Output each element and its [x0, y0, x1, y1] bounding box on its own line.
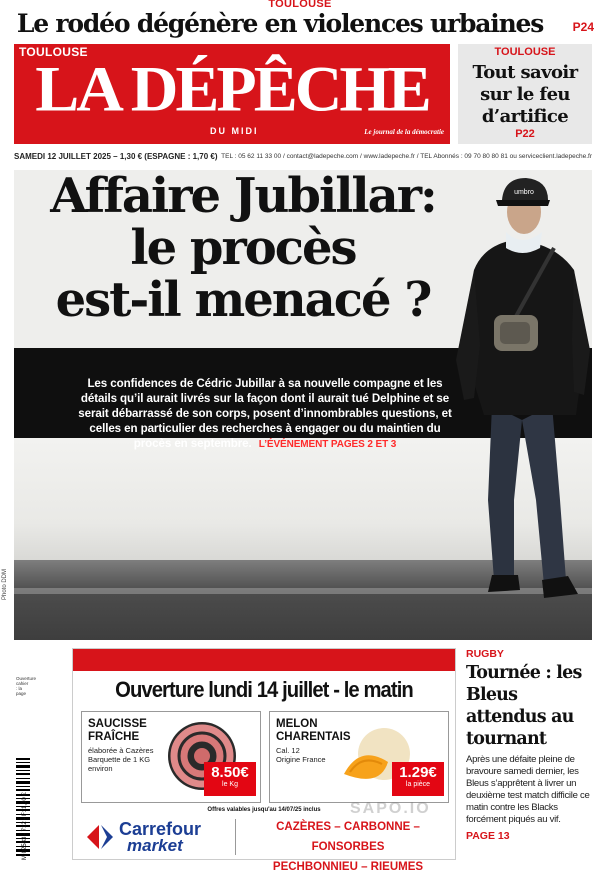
rugby-kicker: RUGBY [466, 648, 504, 660]
store-line: CAZÈRES – CARBONNE – FONSORBES [276, 821, 420, 853]
main-summary-text: Les confidences de Cédric Jubillar à sa nouvelle compagne et les détails qu’il aurait livrés sur la façon dont il aurait tué Delphine et se serait débarrassé de son corps, posent d’innombrables questions, et celles en particulier des recherches à engager ou du maintien du procès en septembre. [78, 377, 452, 450]
main-headline[interactable] [28, 170, 458, 326]
advert-product-sausage[interactable] [81, 711, 261, 803]
product-name [88, 718, 147, 744]
photo-credit: Photo DDM [2, 568, 8, 600]
store-line: PECHBONNIEU – RIEUMES [272, 861, 424, 873]
advert-divider [235, 819, 236, 855]
advert-headline: Ouverture lundi 14 juillet - le matin [115, 677, 413, 702]
advert-product-melon[interactable] [269, 711, 449, 803]
product-unit: le Kg [222, 781, 238, 788]
contact-info: TEL : 05 62 11 33 00 / contact@ladepeche.com / www.ladepeche.fr / TEL Abonnés : 09 70 80 80 81 ou serviceclient.ladepeche.fr [221, 153, 592, 160]
watermark: SAPO.IO [350, 800, 431, 817]
masthead-tagline: Le journal de la démocratie [364, 128, 444, 136]
product-description [276, 746, 326, 764]
masthead-city: TOULOUSE [19, 45, 88, 59]
main-summary [70, 376, 460, 452]
main-headline-line-2: le procès [130, 220, 356, 276]
man-walking-illustration [444, 170, 594, 640]
product-price-tag [392, 762, 444, 796]
hero-photo-area[interactable] [14, 170, 592, 640]
top-teaser-headline[interactable]: Le rodéo dégénère en violences urbaines [16, 9, 544, 38]
cap-logo-text: umbro [514, 189, 534, 196]
product-unit: la pièce [405, 781, 431, 788]
rugby-headline[interactable]: Tournée : les Bleus attendus au tournant [466, 663, 582, 749]
top-teaser-page: P24 [572, 20, 594, 34]
side-teaser-kicker: TOULOUSE [494, 46, 556, 58]
masthead-logo: LA DÉPÊCHE [35, 53, 429, 126]
product-name-line: SAUCISSE [88, 718, 147, 730]
top-teaser-kicker: TOULOUSE [268, 0, 332, 10]
barcode-code: M 02583 - 712 - F: 1,30 € [22, 792, 28, 860]
logo-sub: market [127, 836, 183, 855]
carrefour-market-logo [81, 817, 231, 857]
product-desc-line: Cal. 12 [276, 746, 300, 755]
rugby-text: Après une défaite pleine de bravoure samedi dernier, les Bleus s’apprêtent à livrer un deuxième test match difficile ce matin contre les Blacks forcément piqués au vif. [466, 754, 590, 825]
rugby-article[interactable] [466, 648, 594, 842]
masthead[interactable] [14, 44, 450, 144]
rugby-page[interactable]: PAGE 13 [466, 830, 510, 842]
main-headline-line-1: Affaire Jubillar: [50, 168, 436, 224]
side-teaser-page: P22 [515, 128, 535, 140]
side-teaser[interactable] [458, 44, 592, 144]
masthead-subtitle: DU MIDI [210, 126, 259, 136]
product-price-tag [204, 762, 256, 796]
product-name-line: CHARENTAIS [276, 731, 351, 743]
product-desc-line: élaborée à Cazères [88, 746, 154, 755]
carrefour-advert[interactable] [72, 648, 456, 873]
issue-date: SAMEDI 12 JUILLET 2025 – 1,30 € (ESPAGNE : 1,70 €) [14, 152, 218, 161]
side-teaser-headline[interactable]: Tout savoir sur le feu d’artifice [472, 62, 578, 127]
advert-red-bar [73, 649, 455, 671]
product-desc-line: Barquette de 1 KG [88, 755, 151, 764]
product-price: 8.50€ [211, 764, 249, 781]
advert-store-list [241, 817, 455, 877]
product-description [88, 746, 153, 773]
main-page-reference[interactable]: L’ÉVÉNEMENT PAGES 2 ET 3 [258, 439, 397, 450]
side-note: Ouverture cahier : la page [16, 676, 37, 696]
product-name-line: MELON [276, 718, 318, 730]
main-headline-line-3: est-il menacé ? [55, 272, 431, 328]
product-name-line: FRAÎCHE [88, 731, 140, 743]
logo-brand: Carrefour [119, 819, 202, 839]
carrefour-logo-icon [85, 823, 115, 851]
advert-validity: Offres valables jusqu'au 14/07/25 inclus [207, 807, 321, 813]
date-bar [14, 150, 592, 164]
barcode-icon [14, 756, 44, 860]
product-desc-line: environ [88, 764, 113, 773]
product-desc-line: Origine France [276, 755, 326, 764]
top-teaser[interactable] [0, 0, 600, 42]
product-price: 1.29€ [399, 764, 437, 781]
